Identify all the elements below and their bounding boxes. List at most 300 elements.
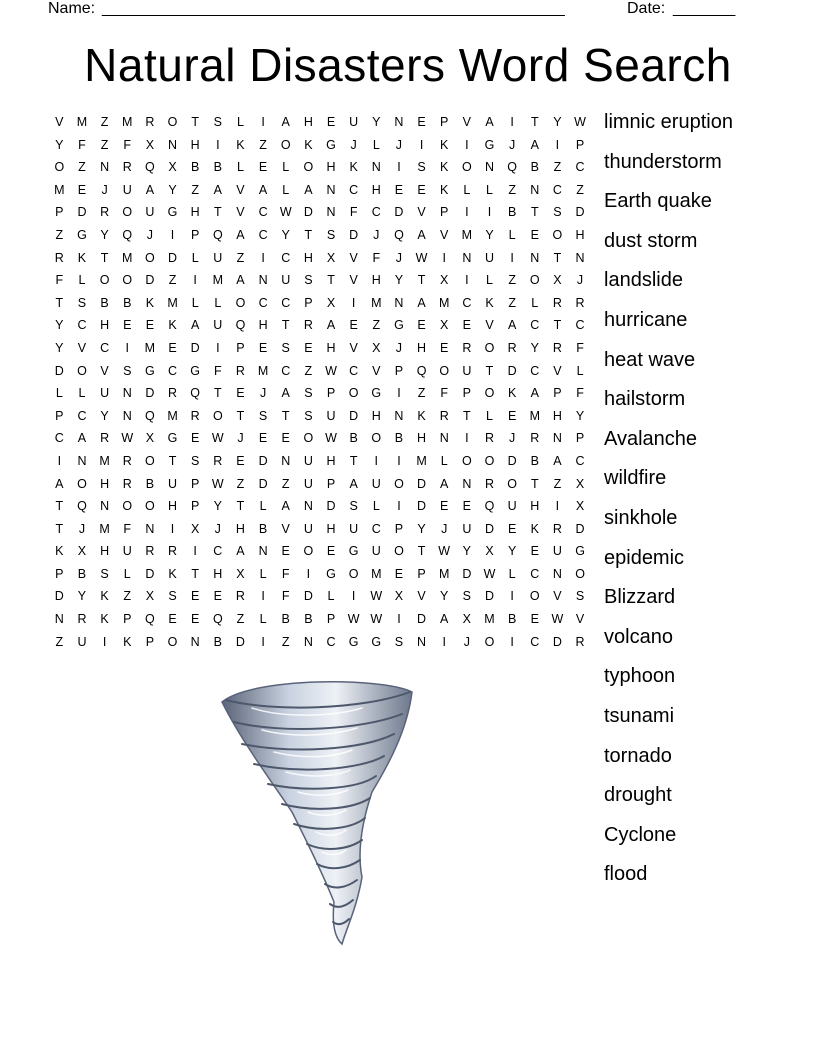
grid-letter: G [348,544,359,559]
grid-letter: U [100,386,110,401]
grid-letter: P [55,408,64,423]
grid-letter: N [462,476,472,491]
grid-letter: I [374,453,379,468]
grid-letter: E [190,612,200,627]
grid-letter: Z [281,634,290,649]
grid-letter: F [123,521,132,536]
grid-letter: D [575,205,585,220]
grid-letter: E [190,431,200,446]
grid-letter: J [214,521,221,536]
grid-letter: U [371,544,381,559]
grid-letter: N [258,273,268,288]
grid-letter: H [326,340,336,355]
grid-letter: A [326,318,336,333]
grid-letter: P [575,431,585,446]
grid-letter: B [213,160,222,175]
grid-letter: C [530,566,540,581]
grid-letter: O [371,431,382,446]
grid-letter: I [510,589,514,604]
grid-letter: D [507,363,517,378]
grid-letter: N [484,160,494,175]
grid-letter: I [216,137,220,152]
grid-letter: N [54,612,64,627]
grid-letter: I [216,340,220,355]
grid-letter: O [348,566,359,581]
grid-letter: C [462,295,472,310]
grid-letter: M [257,363,269,378]
grid-letter: E [349,318,358,333]
grid-letter: I [397,160,401,175]
grid-letter: V [575,612,585,627]
grid-letter: E [530,544,539,559]
grid-letter: E [258,431,268,446]
grid-letter: N [575,250,585,265]
grid-letter: O [212,408,223,423]
grid-letter: L [259,566,267,581]
grid-letter: S [462,589,472,604]
grid-letter: H [100,318,110,333]
grid-letter: R [54,250,64,265]
grid-letter: X [575,499,585,514]
grid-letter: M [371,295,382,310]
grid-letter: P [145,634,155,649]
grid-letter: P [440,205,449,220]
grid-letter: H [190,137,200,152]
grid-letter: K [530,521,539,536]
grid-letter: A [530,386,539,401]
grid-letter: E [213,589,222,604]
grid-letter: L [508,227,516,242]
grid-letter: T [168,453,177,468]
grid-letter: N [394,115,404,129]
grid-letter: U [303,521,313,536]
grid-letter: S [326,227,336,242]
grid-letter: R [122,476,132,491]
grid-letter: T [327,273,335,288]
grid-letter: F [576,340,584,355]
grid-letter: N [371,160,381,175]
grid-letter: H [303,250,313,265]
grid-letter: Z [508,182,516,197]
grid-letter: O [77,363,87,378]
grid-letter: O [394,544,404,559]
grid-letter: I [57,453,62,468]
grid-letter: U [484,250,494,265]
grid-letter: N [258,544,268,559]
word-list-item: hurricane [604,308,688,331]
grid-row [48,269,592,292]
grid-letter: J [395,340,403,355]
grid-letter: T [55,521,64,536]
grid-letter: M [439,566,450,581]
grid-letter: W [121,431,134,446]
grid-letter: T [485,363,494,378]
grid-letter: L [531,295,539,310]
grid-letter: R [100,205,110,220]
name-field-line: ____________________________________________________ [102,0,565,17]
grid-letter: D [258,476,268,491]
grid-letter: Y [55,340,64,355]
grid-letter: A [417,295,426,310]
grid-letter: Z [191,182,199,197]
grid-letter: O [235,295,246,310]
grid-letter: R [168,544,178,559]
grid-letter: A [281,386,290,401]
grid-letter: P [394,363,404,378]
grid-letter: R [190,408,200,423]
grid-letter: I [397,499,401,514]
grid-letter: X [372,340,381,355]
grid-letter: F [281,566,290,581]
grid-letter: C [371,205,381,220]
grid-letter: H [371,273,381,288]
grid-letter: N [439,431,449,446]
grid-letter: N [190,634,200,649]
grid-letter: P [462,386,472,401]
grid-letter: R [530,431,540,446]
grid-letter: V [417,589,426,604]
grid-letter: D [552,634,562,649]
grid-letter: L [191,250,199,265]
grid-letter: O [145,250,155,265]
grid-letter: M [371,566,382,581]
grid-letter: T [213,386,222,401]
grid-letter: I [261,634,265,649]
grid-letter: K [168,318,177,333]
grid-letter: X [440,318,449,333]
grid-letter: H [100,476,110,491]
grid-letter: Z [123,589,132,604]
grid-letter: R [439,408,449,423]
grid-letter: B [258,521,268,536]
word-list-item: epidemic [604,546,685,569]
grid-letter: X [485,544,494,559]
grid-letter: D [326,499,336,514]
grid-letter: T [417,544,426,559]
grid-letter: S [190,453,200,468]
grid-letter: G [371,634,382,649]
grid-letter: R [507,340,517,355]
grid-letter: A [77,431,87,446]
grid-letter: G [575,544,585,559]
grid-letter: B [507,205,517,220]
grid-letter: U [213,318,223,333]
grid-letter: H [326,521,336,536]
grid-letter: Q [507,160,517,175]
grid-letter: H [326,453,336,468]
grid-letter: J [237,431,244,446]
grid-letter: Q [77,499,87,514]
grid-letter: M [122,250,133,265]
word-list-item: Earth quake [604,190,712,213]
grid-letter: G [371,386,382,401]
grid-letter: J [373,227,380,242]
grid-letter: S [168,589,177,604]
grid-letter: E [530,612,539,627]
grid-letter: Y [485,227,494,242]
grid-letter: B [281,612,290,627]
grid-letter: E [304,340,313,355]
grid-letter: C [100,340,110,355]
grid-letter: N [122,386,132,401]
grid-letter: N [326,205,336,220]
grid-letter: U [462,363,472,378]
grid-letter: G [145,363,155,378]
grid-letter: Z [281,476,290,491]
grid-letter: O [348,386,359,401]
grid-row [48,314,592,337]
grid-letter: R [145,115,155,129]
grid-letter: A [236,227,245,242]
grid-letter: I [351,295,356,310]
grid-letter: E [326,115,336,129]
word-list-item: flood [604,863,648,886]
grid-letter: W [325,431,337,446]
grid-letter: I [465,273,469,288]
grid-letter: D [258,453,268,468]
grid-letter: L [236,160,244,175]
grid-letter: X [168,160,177,175]
grid-letter: S [304,408,313,423]
grid-letter: O [484,340,495,355]
grid-letter: Y [100,227,109,242]
grid-letter: H [213,566,223,581]
grid-letter: G [326,566,336,581]
grid-letter: S [281,340,290,355]
grid-letter: X [575,476,585,491]
grid-letter: I [261,250,265,265]
grid-letter: Z [417,386,426,401]
grid-letter: E [394,566,404,581]
grid-letter: X [77,544,87,559]
word-list-item: typhoon [604,665,676,688]
grid-letter: W [347,612,360,627]
grid-letter: K [304,137,313,152]
grid-letter: S [575,589,585,604]
grid-letter: L [486,182,493,197]
grid-letter: C [258,205,268,220]
grid-letter: A [236,273,245,288]
word-list [604,108,804,900]
grid-letter: E [236,453,245,468]
grid-letter: S [553,205,562,220]
grid-letter: E [440,340,449,355]
grid-letter: V [100,363,109,378]
grid-letter: H [326,160,336,175]
grid-letter: Z [100,115,109,129]
grid-letter: R [235,363,245,378]
grid-letter: S [394,634,404,649]
grid-letter: K [236,137,245,152]
grid-row [48,360,592,383]
grid-letter: Y [553,115,562,129]
grid-letter: P [190,476,200,491]
grid-letter: B [145,476,155,491]
grid-letter: T [55,295,64,310]
grid-letter: E [145,318,155,333]
grid-row [48,608,592,631]
grid-letter: E [417,318,426,333]
grid-letter: R [168,386,178,401]
grid-letter: A [553,453,562,468]
grid-letter: P [326,612,336,627]
grid-letter: O [145,499,155,514]
grid-row [48,247,592,270]
grid-letter: A [236,544,245,559]
grid-letter: U [145,205,155,220]
grid-letter: O [280,137,291,152]
grid-letter: U [326,408,336,423]
grid-letter: V [553,363,562,378]
grid-letter: L [55,386,63,401]
grid-letter: M [99,521,110,536]
grid-letter: D [462,566,472,581]
grid-row [48,563,592,586]
grid-letter: M [439,295,450,310]
grid-letter: G [326,137,336,152]
grid-letter: B [530,160,539,175]
grid-letter: P [304,295,313,310]
grid-letter: H [168,499,178,514]
grid-letter: W [370,612,383,627]
grid-letter: A [417,227,426,242]
grid-letter: E [507,408,517,423]
grid-letter: A [55,476,64,491]
grid-letter: L [282,182,290,197]
grid-letter: R [145,544,155,559]
grid-letter: H [417,431,427,446]
grid-letter: P [553,386,562,401]
grid-letter: H [371,182,381,197]
grid-row [48,473,592,496]
grid-letter: V [349,250,358,265]
grid-letter: K [55,544,64,559]
grid-letter: I [442,634,446,649]
grid-letter: O [394,476,404,491]
grid-letter: K [123,634,132,649]
grid-letter: L [78,273,86,288]
grid-letter: I [487,205,492,220]
grid-letter: N [552,431,562,446]
grid-letter: D [394,205,404,220]
grid-letter: E [462,499,472,514]
grid-row [48,382,592,405]
grid-row [48,405,592,428]
grid-letter: O [484,386,495,401]
grid-letter: X [145,431,155,446]
grid-letter: Z [576,182,584,197]
grid-letter: N [281,453,291,468]
grid-letter: Z [236,612,245,627]
grid-letter: Y [575,408,585,423]
word-list-item: Blizzard [604,586,676,609]
grid-row [48,585,592,608]
grid-letter: R [100,431,110,446]
grid-letter: V [440,227,449,242]
grid-letter: F [281,589,290,604]
grid-letter: E [190,589,200,604]
grid-letter: Y [281,227,290,242]
grid-letter: Y [77,589,87,604]
grid-letter: S [123,363,132,378]
grid-letter: Q [484,499,495,514]
grid-letter: T [100,250,109,265]
grid-letter: I [397,612,401,627]
grid-letter: O [145,453,155,468]
grid-letter: F [213,363,222,378]
grid-letter: B [304,612,313,627]
grid-letter: J [395,137,403,152]
grid-letter: Z [553,160,562,175]
grid-letter: F [349,205,358,220]
grid-row [48,201,592,224]
grid-letter: U [349,521,359,536]
grid-letter: M [122,115,133,129]
grid-letter: P [440,115,449,129]
word-list-item: sinkhole [604,506,678,529]
grid-letter: C [326,634,336,649]
grid-letter: J [395,250,403,265]
grid-letter: E [530,227,539,242]
grid-letter: V [553,589,562,604]
grid-letter: D [168,250,178,265]
grid-letter: Y [394,273,404,288]
grid-letter: C [575,160,585,175]
word-list-item: Cyclone [604,823,677,846]
grid-letter: Z [55,634,64,649]
grid-letter: Y [417,521,426,536]
grid-letter: D [349,227,359,242]
grid-letter: H [417,340,427,355]
grid-letter: V [77,340,87,355]
grid-letter: D [145,566,155,581]
grid-letter: X [394,589,404,604]
grid-letter: T [349,453,358,468]
word-list-item: tsunami [604,704,675,727]
grid-letter: Q [145,408,155,423]
grid-letter: H [530,499,540,514]
grid-letter: O [167,115,178,129]
grid-row [48,540,592,563]
grid-letter: T [530,476,539,491]
grid-letter: D [54,589,64,604]
grid-letter: S [258,408,268,423]
grid-letter: X [236,566,245,581]
grid-letter: N [530,182,540,197]
grid-letter: Q [212,227,223,242]
grid-letter: I [306,566,311,581]
grid-letter: Q [145,612,155,627]
grid-letter: Q [122,227,133,242]
grid-letter: R [575,295,585,310]
grid-row [48,450,592,473]
grid-letter: T [236,408,245,423]
grid-letter: X [190,521,200,536]
grid-letter: D [145,386,155,401]
grid-letter: O [77,476,87,491]
grid-letter: O [484,453,495,468]
grid-letter: E [168,340,177,355]
grid-letter: I [261,589,265,604]
grid-letter: H [258,318,268,333]
grid-letter: M [54,182,65,197]
grid-letter: E [440,499,449,514]
grid-letter: I [397,453,401,468]
grid-letter: M [144,340,156,355]
grid-letter: B [349,431,358,446]
grid-letter: D [417,612,427,627]
word-list-item: dust storm [604,229,698,252]
